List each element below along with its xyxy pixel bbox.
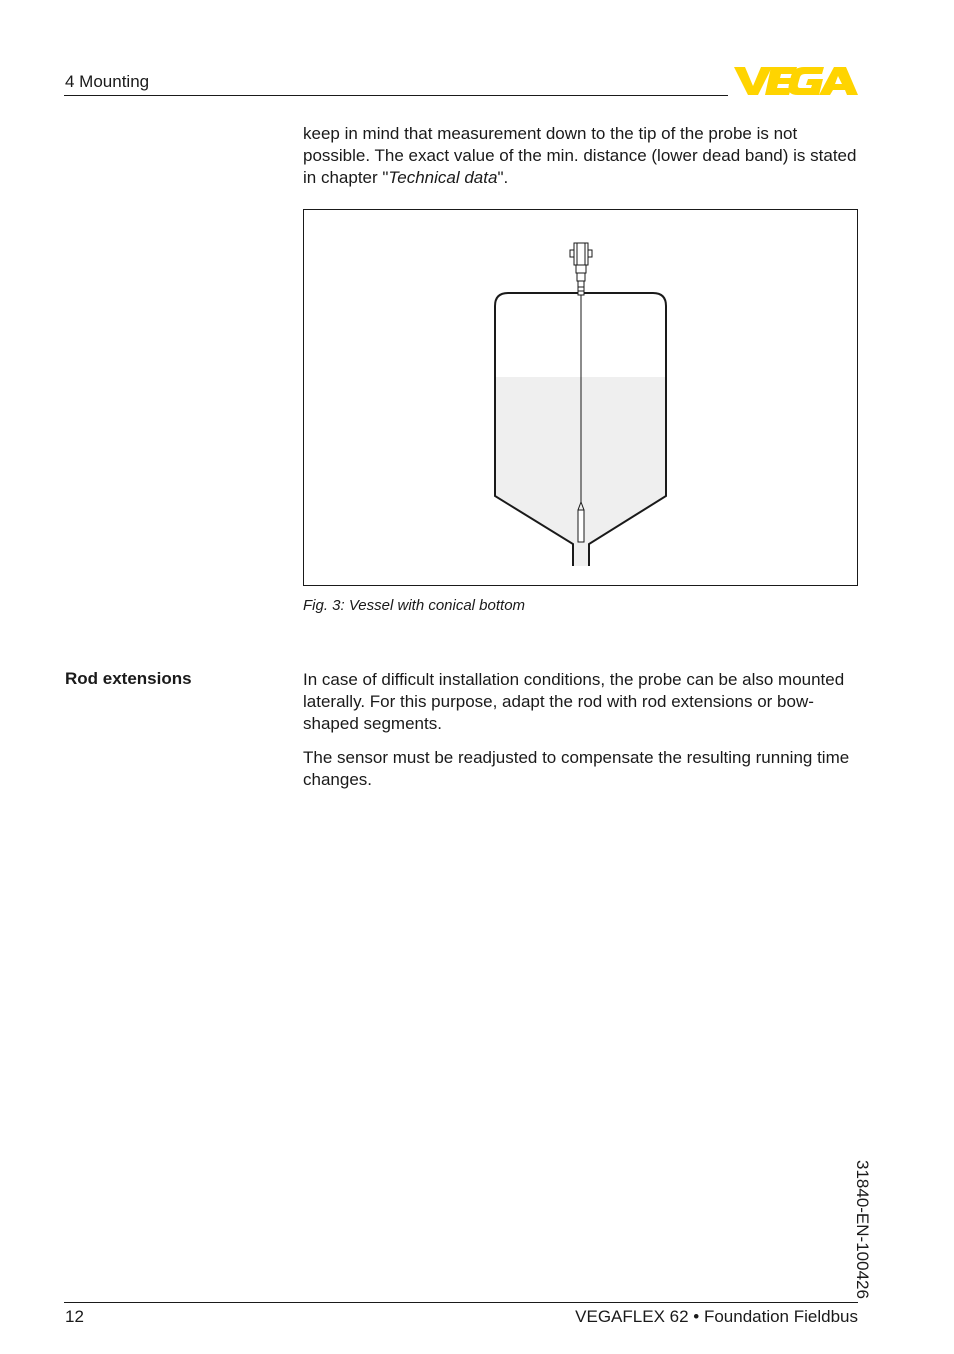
rod-paragraph-1: In case of difficult installation conditions, the probe can be also mounted laterally. For this purpose, adapt the rod with rod extensions or bow-shaped segments. (303, 670, 845, 733)
footer-rule (64, 1302, 858, 1303)
figure-caption: Fig. 3: Vessel with conical bottom (303, 597, 526, 614)
vessel-diagram (304, 210, 857, 585)
vega-logo (734, 64, 858, 98)
section-title: 4 Mounting (65, 72, 150, 91)
intro-paragraph (303, 123, 863, 189)
document-id: 31840-EN-100426 (853, 1160, 872, 1299)
rod-extensions-heading: Rod extensions (65, 669, 192, 688)
rod-paragraph-2: The sensor must be readjusted to compensate the resulting running time changes. (303, 748, 850, 789)
page-number: 12 (65, 1307, 84, 1326)
header-rule (64, 95, 728, 96)
intro-text-end: ". (497, 168, 509, 187)
footer-product-name: VEGAFLEX 62 • Foundation Fieldbus (575, 1307, 858, 1326)
intro-text: keep in mind that measurement down to the tip of the probe is not possible. The exact value of the min. distance (lower dead band) is stated in chapter " (303, 124, 857, 187)
probe-weight (578, 510, 584, 542)
vessel-figure (303, 209, 858, 586)
technical-data-reference[interactable]: Technical data (388, 168, 498, 187)
sensor-housing (570, 243, 592, 295)
